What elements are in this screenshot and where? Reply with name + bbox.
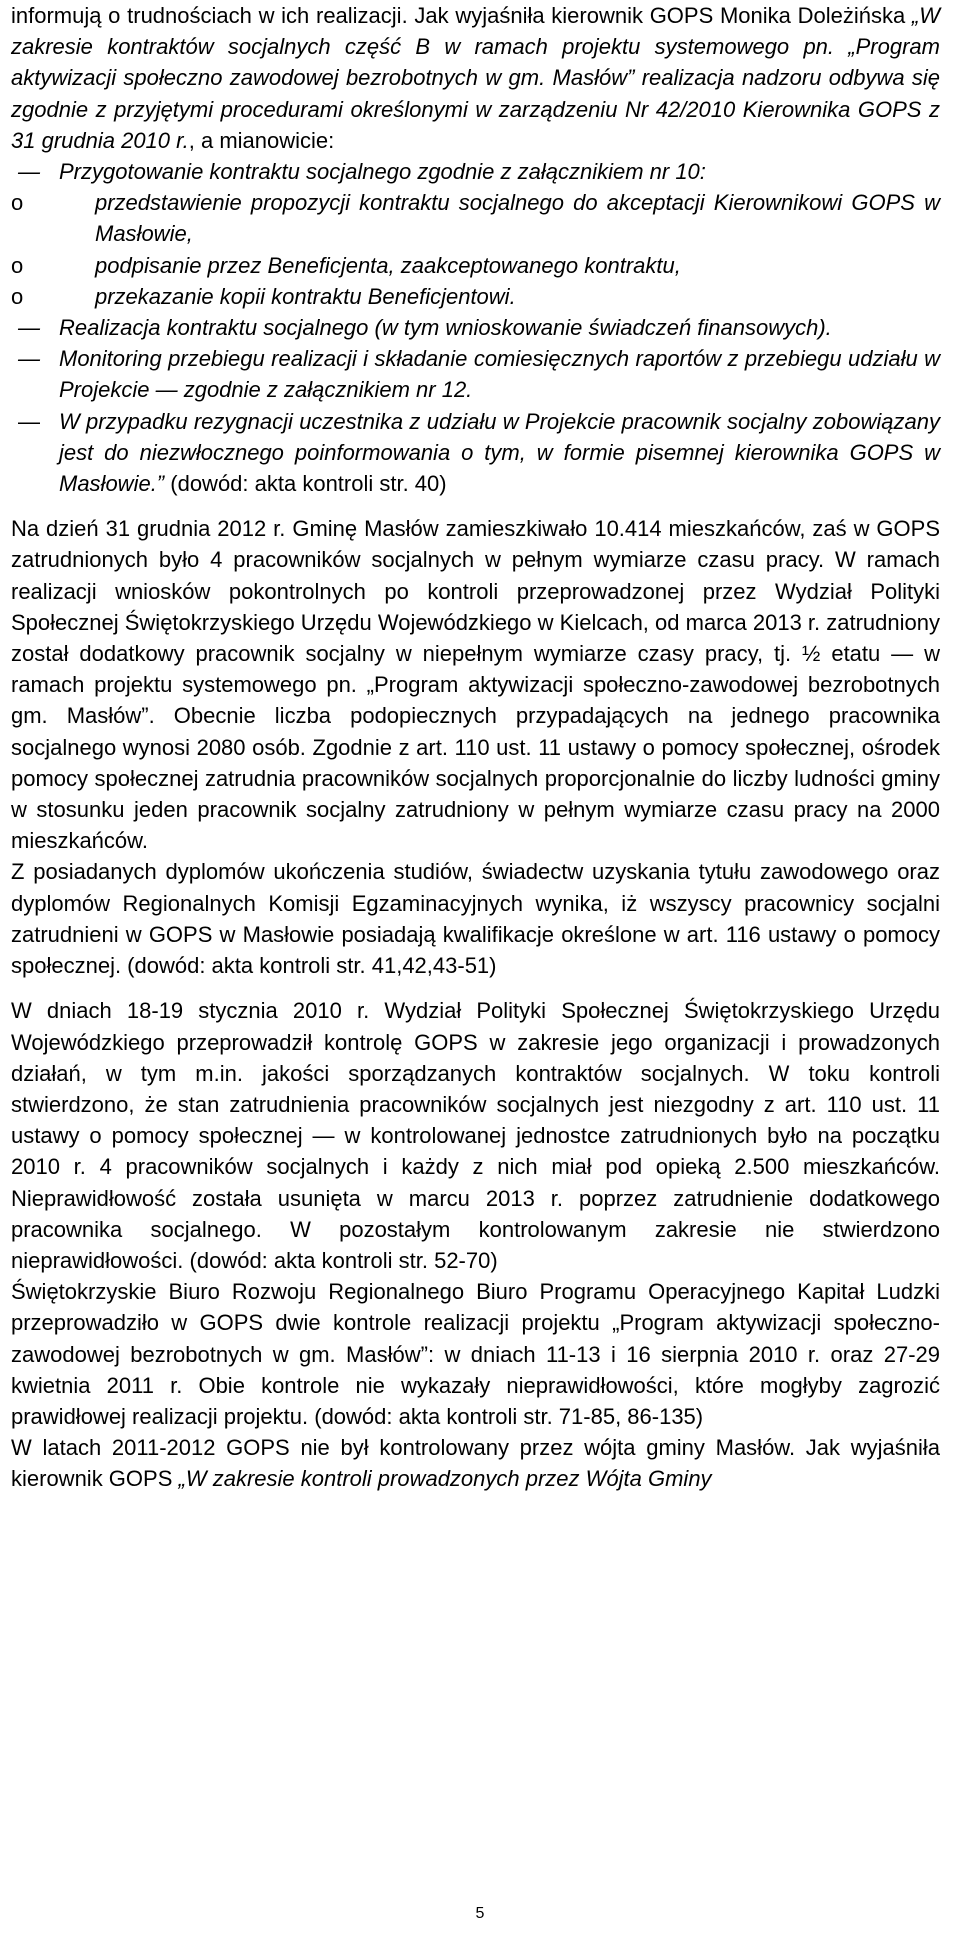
list-item-text: Monitoring przebiegu realizacji i składanie comiesięcznych raportów z przebiegu udziału w Projekcie — zgodnie z załącznikiem nr 12. bbox=[59, 346, 940, 403]
paragraph-sbrr-inspections: Świętokrzyskie Biuro Rozwoju Regionalnego Biuro Programu Operacyjnego Kapitał Ludzki przeprowadziło w GOPS dwie kontrole realizacji projektu „Program aktywizacji społeczno-zawodowej bezrobotnych w gm. Masłów”: w dniach 11-13 i 16 sierpnia 2010 r. oraz 27-29 kwietnia 2011 r. Obie kontrole nie wykazały nieprawidłowości, które mogłyby zagrozić prawidłowej realizacji projektu. (dowód: akta kontroli str. 71-85, 86-135) bbox=[11, 1279, 940, 1429]
intro-paragraph bbox=[11, 0, 940, 156]
paragraph-last bbox=[11, 1432, 940, 1494]
bullet-marker: o bbox=[11, 283, 24, 309]
sub-list-item bbox=[11, 281, 940, 312]
paragraph-qualifications: Z posiadanych dyplomów ukończenia studiów, świadectw uzyskania tytułu zawodowego oraz dyplomów Regionalnych Komisji Egzaminacyjnych wynika, iż wszyscy pracownicy socjalni zatrudnieni w GOPS w Masłowie posiadają kwalifikacje określone w art. 116 ustawy o pomocy społecznej. (dowód: akta kontroli str. 41,42,43-51) bbox=[11, 859, 940, 979]
sub-list-item-text: przedstawienie propozycji kontraktu socjalnego do akceptacji Kierownikowi GOPS w Masłowie, bbox=[95, 190, 940, 247]
dash-marker: — bbox=[18, 315, 40, 341]
procedure-list bbox=[11, 156, 940, 499]
dash-marker: — bbox=[18, 346, 40, 372]
bullet-marker: o bbox=[11, 252, 24, 278]
list-item bbox=[11, 156, 940, 187]
intro-text: informują o trudnościach w ich realizacji. Jak wyjaśniła kierownik GOPS Monika Doleżińska bbox=[11, 3, 912, 28]
last-quote: „W zakresie kontroli prowadzonych przez Wójta Gminy bbox=[178, 1466, 712, 1492]
intro-quote: „W zakresie kontraktów socjalnych część B w ramach projektu systemowego pn. „Program aktywizacji społeczno zawodowej bezrobotnych w gm. Masłów” realizacja nadzoru odbywa się zgodnie z przyjętymi procedurami określonymi w zarządzeniu Nr 42/2010 Kierownika GOPS z 31 grudnia 2010 r. bbox=[11, 3, 940, 153]
list-item bbox=[11, 406, 940, 500]
page-number: 5 bbox=[475, 1905, 485, 1922]
list-item-text: Realizacja kontraktu socjalnego (w tym wnioskowanie świadczeń finansowych). bbox=[59, 315, 832, 341]
list-item-text: W przypadku rezygnacji uczestnika z udziału w Projekcie pracownik socjalny zobowiązany jest do niezwłocznego poinformowania o tym, w formie pisemnej kierownika GOPS w Masłowie.” bbox=[59, 408, 940, 497]
paragraph-inspection-2010: W dniach 18-19 stycznia 2010 r. Wydział Polityki Społecznej Świętokrzyskiego Urzędu Wojewódzkiego przeprowadził kontrolę GOPS w zakresie jego organizacji i prowadzonych działań, w tym m.in. jakości sporządzanych kontraktów socjalnych. W toku kontroli stwierdzono, że stan zatrudnienia pracowników socjalnych jest niezgodny z art. 110 ust. 11 ustawy o pomocy społecznej — w kontrolowanej jednostce zatrudnionych było na początku 2010 r. 4 pracowników socjalnych i każdy z nich miał pod opieką 2.500 mieszkańców. Nieprawidłowość została usunięta w marcu 2013 r. poprzez zatrudnienie dodatkowego pracownika socjalnego. W pozostałym kontrolowanym zakresie nie stwierdzono nieprawidłowości. (dowód: akta kontroli str. 52-70) bbox=[11, 998, 940, 1273]
sub-list-item-text: podpisanie przez Beneficjenta, zaakceptowanego kontraktu, bbox=[95, 252, 681, 278]
list-item bbox=[11, 312, 940, 343]
bullet-marker: o bbox=[11, 190, 24, 216]
evidence-reference: (dowód: akta kontroli str. 40) bbox=[164, 471, 447, 497]
sub-list-item bbox=[11, 250, 940, 281]
intro-tail: , a mianowicie: bbox=[188, 127, 335, 153]
dash-marker: — bbox=[18, 159, 40, 185]
dash-marker: — bbox=[18, 408, 40, 434]
sub-list-item bbox=[11, 187, 940, 249]
sub-list-item-text: przekazanie kopii kontraktu Beneficjentowi. bbox=[95, 283, 516, 309]
paragraph-staffing: Na dzień 31 grudnia 2012 r. Gminę Masłów zamieszkiwało 10.414 mieszkańców, zaś w GOPS zatrudnionych było 4 pracowników socjalnych w pełnym wymiarze czasu pracy. W ramach realizacji wniosków pokontrolnych po kontroli przeprowadzonej przez Wydział Polityki Społecznej Świętokrzyskiego Urzędu Wojewódzkiego w Kielcach, od marca 2013 r. zatrudniony został dodatkowy pracownik socjalny w niepełnym wymiarze czasy pracy, tj. ½ etatu — w ramach projektu systemowego pn. „Program aktywizacji społeczno-zawodowej bezrobotnych gm. Masłów”. Obecnie liczba podopiecznych przypadających na jednego pracownika socjalnego wynosi 2080 osób. Zgodnie z art. 110 ust. 11 ustawy o pomocy społecznej, ośrodek pomocy społecznej zatrudnia pracowników socjalnych proporcjonalnie do liczby ludności gminy w stosunku jeden pracownik socjalny zatrudniony w pełnym wymiarze czasu pracy na 2000 mieszkańców. bbox=[11, 516, 940, 854]
last-text: W latach 2011-2012 GOPS nie był kontrolowany przez wójta gminy Masłów. Jak wyjaśniła kierownik GOPS bbox=[11, 1435, 940, 1492]
sub-list bbox=[11, 187, 940, 312]
list-item bbox=[11, 343, 940, 405]
list-item-text: Przygotowanie kontraktu socjalnego zgodnie z załącznikiem nr 10: bbox=[59, 159, 706, 185]
